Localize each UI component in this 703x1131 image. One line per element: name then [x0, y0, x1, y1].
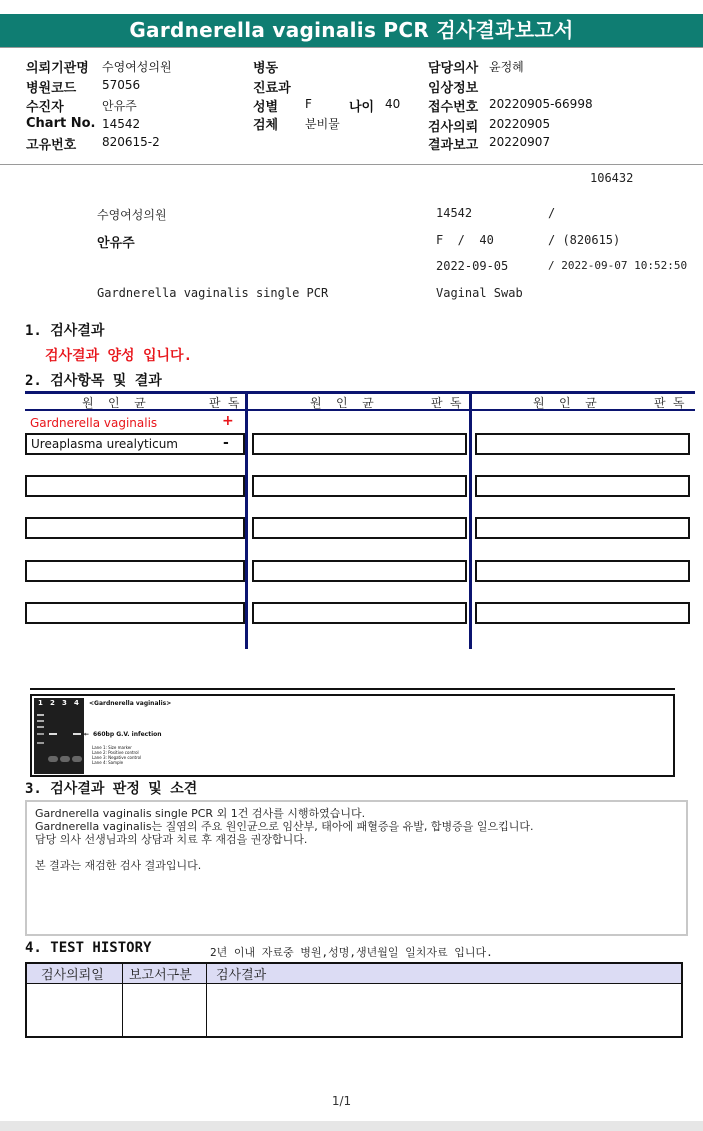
clinical-info-label: 임상정보 [428, 81, 479, 96]
history-header-row [27, 964, 681, 984]
gel-legend-item: Lane 1: Size marker [92, 745, 132, 750]
section-4-title: 4. TEST HISTORY [25, 940, 152, 956]
result-value-negative: - [223, 435, 229, 451]
result-row-empty [252, 602, 467, 624]
result-message: 검사결과 양성 입니다. [45, 348, 193, 364]
gel-band [72, 756, 82, 762]
table-column-divider [469, 391, 472, 649]
request-date-label: 검사의뢰 [428, 120, 479, 135]
col-header-organism: 원 인 균 [82, 396, 146, 410]
result-row-empty [252, 560, 467, 582]
result-row-empty [475, 560, 690, 582]
lane-number: 4 [74, 699, 79, 707]
doc-number: 106432 [590, 171, 634, 185]
gel-band [37, 742, 44, 744]
lane-number: 2 [50, 699, 55, 707]
section-1-title: 1. 검사결과 [25, 323, 105, 339]
divider [0, 47, 703, 48]
col-header-judgement: 판 독 [654, 396, 685, 410]
table-column-divider [245, 391, 248, 649]
chart-no-label: Chart No. [26, 116, 96, 131]
sex-value: F [305, 97, 312, 111]
gel-legend-item: Lane 2: Positive control [92, 750, 139, 755]
unique-no-value: 820615-2 [102, 135, 160, 149]
result-organism: Gardnerella vaginalis [30, 416, 158, 430]
gel-arrow-icon: ← [84, 731, 90, 738]
info-sex-age: F / 40 [436, 233, 494, 247]
request-date-value: 20220905 [489, 117, 551, 131]
result-row-empty [25, 517, 245, 539]
chart-no-value: 14542 [102, 117, 141, 131]
result-row-empty [25, 560, 245, 582]
divider [0, 164, 703, 165]
result-value-positive: + [222, 413, 234, 429]
age-value: 40 [385, 97, 401, 111]
gel-electrophoresis-image [34, 698, 84, 774]
gel-band [48, 756, 58, 762]
opinion-line: Gardnerella vaginalis single PCR 외 1건 검사를 시행하였습니다. [35, 807, 366, 820]
ward-label: 병동 [253, 61, 279, 76]
gel-legend-item: Lane 3: Negative control [92, 755, 142, 760]
info-chart: 14542 [436, 206, 473, 220]
info-slash: / [548, 206, 556, 220]
opinion-line: 본 결과는 재검한 검사 결과입니다. [35, 859, 202, 872]
report-title: Gardnerella vaginalis PCR 검사결과보고서 [0, 14, 703, 47]
specimen-label: 검체 [253, 118, 279, 133]
history-col-report-type: 보고서구분 [129, 968, 192, 983]
info-date-request: 2022-09-05 [436, 259, 509, 273]
history-column-divider [122, 964, 123, 1036]
result-row-empty [252, 475, 467, 497]
info-test-name: Gardnerella vaginalis single PCR [97, 286, 329, 300]
gel-title: <Gardnerella vaginalis> [89, 700, 172, 707]
result-row-empty [475, 433, 690, 455]
gel-band [73, 733, 81, 735]
gel-band [37, 720, 44, 722]
result-row-empty [252, 433, 467, 455]
doctor-label: 담당의사 [428, 61, 479, 76]
gel-band [60, 756, 70, 762]
col-header-organism: 원 인 균 [533, 396, 597, 410]
opinion-line: Gardnerella vaginalis는 질염의 주요 원인균으로 임산부, 태아에 패혈증을 유발, 합병증을 일으킵니다. [35, 820, 534, 833]
col-header-judgement: 판 독 [209, 396, 240, 410]
receipt-no-value: 20220905-66998 [489, 97, 593, 111]
lane-number: 3 [62, 699, 67, 707]
patient-label: 수진자 [26, 100, 64, 115]
gel-band [37, 726, 44, 728]
gel-band [37, 733, 44, 735]
referral-org-label: 의뢰기관명 [26, 61, 89, 76]
col-header-judgement: 판 독 [431, 396, 462, 410]
hospital-code-value: 57056 [102, 78, 141, 92]
opinion-box [25, 800, 688, 936]
gel-legend-item: Lane 4: Sample [92, 760, 124, 765]
history-table [25, 962, 683, 1038]
section-3-title: 3. 검사결과 판정 및 소견 [25, 781, 198, 797]
result-row-empty [475, 602, 690, 624]
history-column-divider [206, 964, 207, 1036]
gel-band [37, 714, 44, 716]
doctor-value: 윤정혜 [489, 60, 524, 74]
footer-bar [0, 1121, 703, 1131]
gel-band-label: 660bp G.V. infection [93, 731, 162, 738]
result-organism: Ureaplasma urealyticum [31, 437, 178, 451]
patient-value: 안유주 [102, 99, 137, 113]
opinion-line [35, 846, 678, 859]
page-number: 1/1 [331, 1094, 352, 1108]
gel-legend [92, 745, 141, 765]
col-header-organism: 원 인 균 [310, 396, 374, 410]
dept-label: 진료과 [253, 81, 291, 96]
info-specimen: Vaginal Swab [436, 286, 523, 300]
sex-label: 성별 [253, 100, 279, 115]
result-row [25, 433, 245, 455]
report-date-label: 결과보고 [428, 138, 479, 153]
divider [30, 688, 675, 690]
lane-number: 1 [38, 699, 43, 707]
opinion-line: 담당 의사 선생님과의 상담과 치료 후 재검을 권장합니다. [35, 833, 308, 846]
result-row-empty [475, 517, 690, 539]
receipt-no-label: 접수번호 [428, 100, 479, 115]
gel-band [49, 733, 57, 735]
result-row-empty [25, 602, 245, 624]
history-col-request-date: 검사의뢰일 [41, 968, 104, 983]
result-row-empty [252, 517, 467, 539]
history-col-result: 검사결과 [216, 968, 267, 983]
unique-no-label: 고유번호 [26, 138, 77, 153]
age-label: 나이 [349, 100, 375, 115]
history-note: 2년 이내 자료중 병원,성명,생년월일 일치자료 입니다. [210, 946, 493, 959]
hospital-code-label: 병원코드 [26, 81, 77, 96]
referral-org-value: 수영여성의원 [102, 60, 172, 74]
section-2-title: 2. 검사항목 및 결과 [25, 373, 162, 389]
result-row-empty [25, 475, 245, 497]
result-row-empty [475, 475, 690, 497]
info-birth: / (820615) [548, 233, 621, 247]
info-clinic: 수영여성의원 [97, 208, 167, 222]
info-date-report: / 2022-09-07 10:52:50 [548, 259, 688, 272]
report-date-value: 20220907 [489, 135, 551, 149]
specimen-value: 분비물 [305, 117, 340, 131]
info-patient: 안유주 [97, 236, 135, 251]
